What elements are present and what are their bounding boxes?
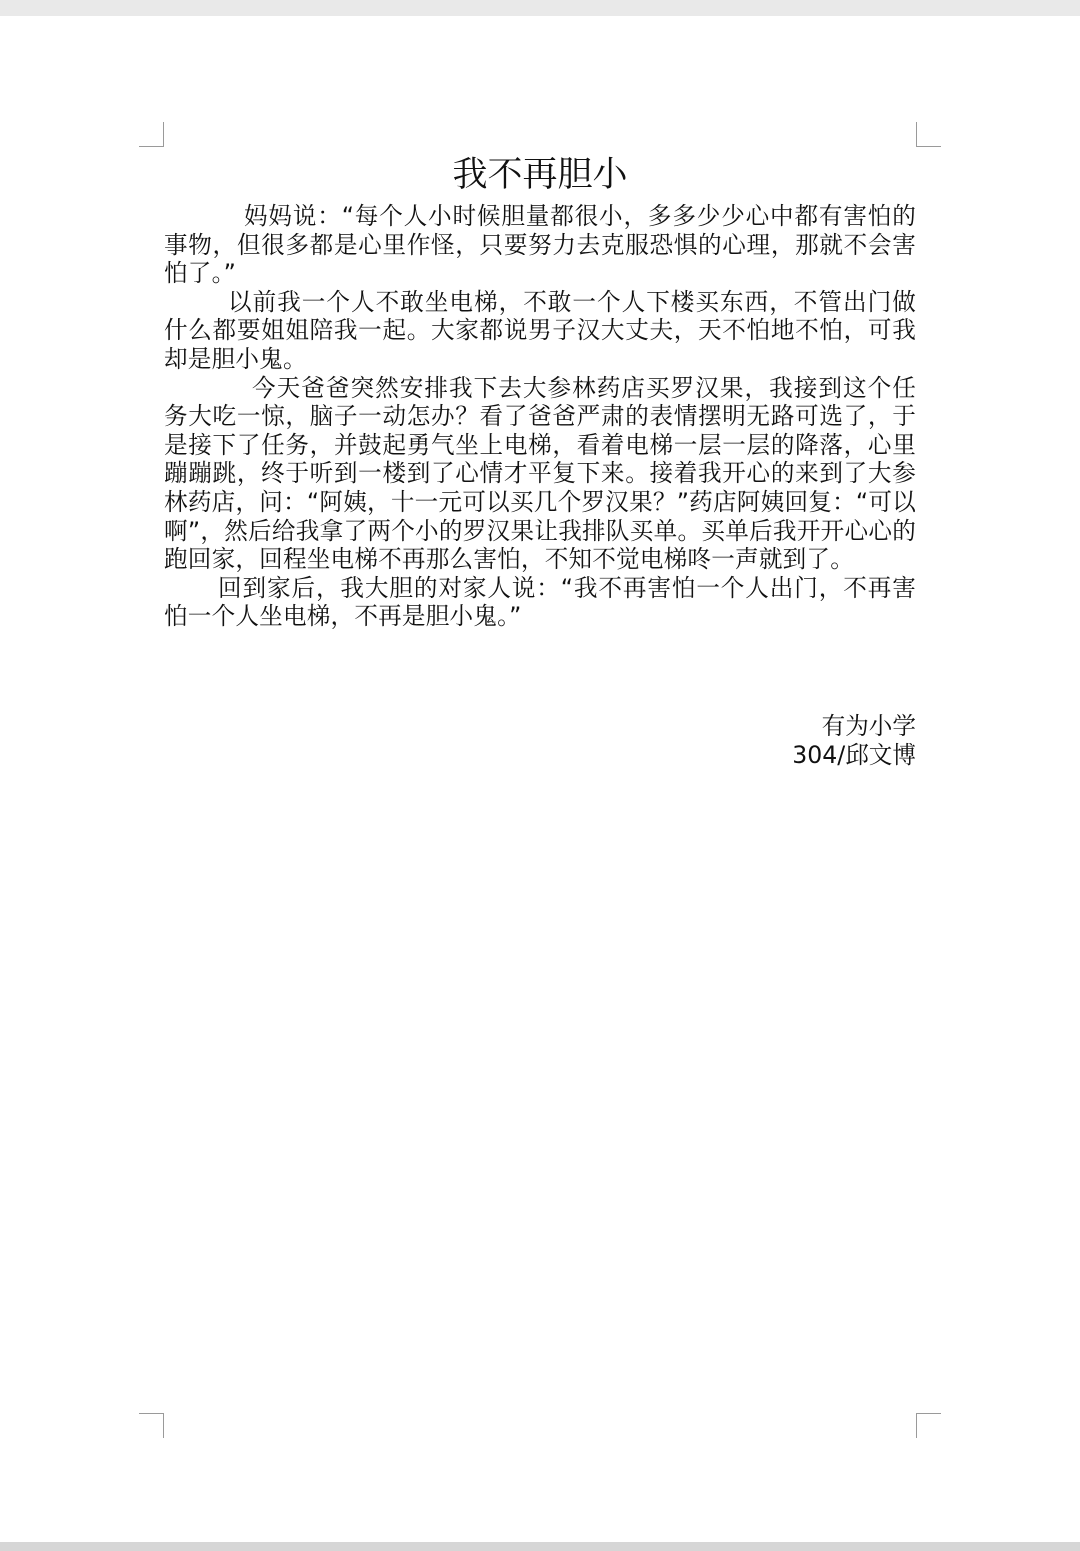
margin-corner-mark-top-left xyxy=(139,122,164,147)
document-body xyxy=(164,150,916,631)
paragraph-3: 今天爸爸突然安排我下去大参林药店买罗汉果，我接到这个任务大吃一惊，脑子一动怎办？看了爸爸严肃的表情摆明无路可选了，于是接下了任务，并鼓起勇气坐上电梯，看着电梯一层一层的降落，心里蹦蹦跳，终于听到一楼到了心情才平复下来。接着我开心的来到了大参林药店，问：“阿姨，十一元可以买几个罗汉果？”药店阿姨回复：“可以啊”，然后给我拿了两个小的罗汉果让我排队买单。买单后我开开心心的跑回家，回程坐电梯不再那么害怕，不知不觉电梯咚一声就到了。 xyxy=(164,373,916,574)
paragraph-4: 回到家后，我大胆的对家人说：“我不再害怕一个人出门，不再害怕一个人坐电梯，不再是胆小鬼。” xyxy=(164,573,916,631)
document-title: 我不再胆小 xyxy=(452,155,628,195)
signature-block xyxy=(792,712,916,770)
margin-corner-mark-bottom-left xyxy=(139,1413,164,1438)
paragraph-2: 以前我一个人不敢坐电梯，不敢一个人下楼买东西，不管出门做什么都要姐姐陪我一起。大家都说男子汉大丈夫，天不怕地不怕，可我却是胆小鬼。 xyxy=(164,287,916,373)
document-page xyxy=(0,16,1080,1542)
margin-corner-mark-bottom-right xyxy=(916,1413,941,1438)
signature-author: 304/邱文博 xyxy=(792,741,916,769)
page-gap xyxy=(0,1542,1080,1551)
margin-corner-mark-top-right xyxy=(916,122,941,147)
paragraph-1: 妈妈说：“每个人小时候胆量都很小，多多少少心中都有害怕的事物，但很多都是心里作怪，只要努力去克服恐惧的心理，那就不会害怕了。” xyxy=(164,202,916,288)
signature-school: 有为小学 xyxy=(821,712,916,740)
